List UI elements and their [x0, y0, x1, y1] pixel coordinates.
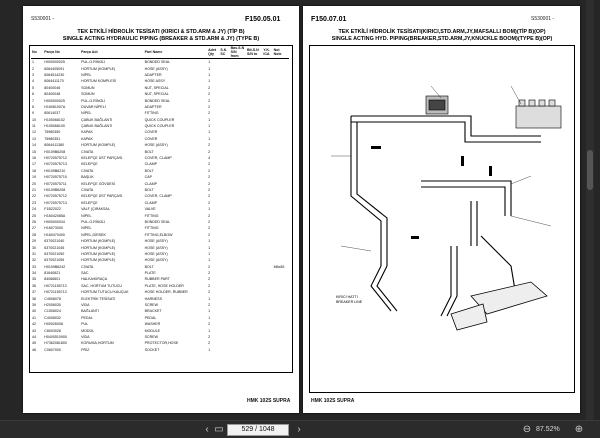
cell-part-no: H7362081800 [44, 341, 67, 346]
next-page-button[interactable] [292, 423, 306, 436]
cell-no: 21 [32, 188, 36, 192]
cell-qty: 2 [208, 92, 211, 97]
cell-no: 17 [32, 162, 36, 167]
cell-qty: 2 [208, 85, 211, 90]
cell-name-tr: KELEPÇE [81, 162, 98, 167]
cell-name-en: ADAPTER [144, 104, 162, 109]
cell-part-no: H0720575712 [44, 194, 67, 199]
cell-part-no: 80614037 [44, 111, 61, 116]
zoom-icon: ⊖ [522, 424, 532, 435]
cell-qty: 2 [208, 341, 211, 346]
control-valve [516, 100, 561, 128]
cell-name-tr: HORTUM (KOMPLE) [81, 251, 116, 256]
page-right [303, 6, 580, 413]
cell-no: 9 [32, 111, 34, 116]
cell-name-tr: BAŞLIK [81, 175, 94, 180]
cell-qty: 1 [208, 136, 211, 141]
cell-part-no: 81640621 [44, 271, 61, 276]
cell-name-tr: ELEKTRİK TESİSATI [81, 296, 116, 301]
cell-no: 2 [32, 66, 34, 71]
cell-name-en: HOSE (ASSY) [144, 251, 168, 256]
cell-part-no: H0109B6210 [44, 168, 66, 173]
doc-number: S530001 - [531, 16, 555, 22]
cell-part-no: 75980350 [44, 130, 61, 135]
cell-name-tr: PEDAL [81, 315, 93, 320]
cell-no: 18 [32, 168, 36, 173]
cell-part-no: H16042085A [44, 213, 66, 218]
cell-no: 23 [32, 200, 36, 205]
cell-name-en: FITTING,ELBOW [144, 232, 173, 237]
cell-name-tr: HORTUM (KOMPLE) [81, 143, 116, 148]
cell-part-no: 6064405091 [44, 66, 65, 71]
cell-name-tr: KAPAK [81, 130, 93, 135]
cell-no: 44 [32, 334, 36, 339]
figure-number: F150.05.01 [245, 16, 281, 23]
callout-tr: KIRICI HATTI [336, 295, 358, 299]
cell-part-no: 84066601 [44, 277, 61, 282]
cell-name-tr: KORUMA,HORTUM [81, 341, 114, 346]
cell-part-no: H00026008 [44, 322, 63, 327]
cell-qty: 1 [208, 315, 211, 320]
cell-name-tr: PUL-O-RİNGLİ [81, 60, 106, 65]
cell-name-en: SCREW [144, 303, 158, 308]
cell-name-en: HOSE (ASSY) [144, 143, 168, 148]
cell-qty: 2 [208, 271, 211, 276]
hose-line [421, 181, 511, 216]
cell-no: 46 [32, 347, 36, 352]
cell-name-en: CAP [144, 175, 152, 180]
cell-name-en: HOSE (ASSY) [144, 245, 168, 250]
cell-no: 34 [32, 271, 36, 276]
cell-part-no: H105068100 [44, 124, 65, 129]
cell-qty: 1 [208, 207, 211, 212]
cell-name-tr: NİPEL [81, 213, 92, 218]
cell-name-tr: PUL-O-RİNGLİ [81, 219, 106, 224]
doc-number: S530001 - [31, 16, 55, 22]
hose-line [377, 266, 397, 311]
cell-qty: 1 [208, 258, 211, 263]
chevron-right-icon: › [297, 424, 301, 435]
clamp-marks [371, 146, 492, 239]
cell-name-en: CLAMP [144, 200, 157, 205]
first-page-button[interactable] [212, 423, 226, 436]
cell-qty: 2 [208, 188, 211, 192]
cell-qty: 2 [208, 226, 211, 231]
cell-name-en: SCREW [144, 334, 158, 339]
zoom-level[interactable]: 87.52% [536, 426, 560, 433]
cell-name-en: HOSE (ASSY) [144, 66, 168, 71]
boom-tip [451, 282, 547, 330]
cell-name-tr: VİDA [81, 303, 90, 308]
cell-name-tr: NİPEL,DİRSEK [81, 232, 106, 237]
cell-name-en: COVER, CLAMP [144, 156, 172, 161]
cell-qty: 2 [208, 334, 211, 339]
cell-no: 43 [32, 328, 36, 333]
cell-name-tr: PRİZ [81, 347, 90, 352]
cell-part-no: H0109B6242 [44, 264, 66, 269]
cell-name-en: HOSE ASSY [144, 79, 166, 84]
cell-part-no: 6064514230 [44, 72, 65, 77]
cell-part-no: 6064411380 [44, 143, 65, 148]
header-ica: Y.K. ICA [262, 46, 272, 59]
pedal-module [426, 96, 448, 114]
cell-qty: 2 [208, 290, 211, 295]
cell-sc [219, 59, 229, 66]
cell-name-tr: KELEPÇE GÖVDESİ [81, 181, 116, 186]
cell-qty: 2 [208, 149, 211, 154]
cell-name-tr: HORTUM (KOMPLE) [81, 239, 116, 244]
cell-name-en: VALVE [144, 207, 156, 212]
cell-part-no: 6370021050 [44, 251, 65, 256]
cell-name-tr: VALF (ÇIRAKSAL [81, 207, 110, 212]
cell-name-en: COVER [144, 136, 158, 141]
cell-name-tr: CIVATA [81, 149, 94, 154]
parts-table [31, 46, 289, 353]
cell-part-no: H000000034 [44, 219, 65, 224]
cell-name-tr: HALKA/KIRAÇA [81, 277, 108, 282]
cell-qty: 2 [208, 213, 211, 218]
cell-name-en: SOCKET [144, 347, 160, 352]
cell-name-en: PLATE [144, 271, 156, 276]
page-indicator[interactable]: 529 / 1048 [227, 424, 289, 436]
cell-qty: 1 [208, 296, 211, 301]
cell-name-en: COVER [144, 130, 158, 135]
cell-no: 11 [32, 124, 36, 129]
cell-name-tr: BAĞLANTI [81, 309, 99, 314]
cell-no: 20 [32, 181, 36, 186]
cell-note: M6x85 [273, 264, 285, 269]
cell-name-en: BOLT [144, 264, 154, 269]
cell-qty: 2 [208, 277, 211, 282]
cell-name-tr: MODÜL [81, 328, 95, 333]
cell-part-no: H2006030 [44, 303, 61, 308]
page-icon: ▭ [214, 424, 224, 435]
cell-name-en: NUT, SPECIAL [144, 85, 169, 90]
cell-qty: 2 [208, 283, 211, 288]
cell-no: 32 [32, 258, 36, 263]
cell-name-en: RUBBER PART [144, 277, 170, 282]
zoom-in-icon: ⊕ [574, 424, 584, 435]
cell-no: 13 [32, 136, 36, 141]
cell-name-en: CLAMP [144, 162, 157, 167]
cell-name-en: FITTING [144, 226, 159, 231]
cell-name-en: HOSE HOLDER, RUBBER [144, 290, 188, 295]
cell-part-no: 6370021055 [44, 258, 65, 263]
cell-qty: 4 [208, 156, 211, 161]
title-tr: TEK ETKİLİ HİDROLİK TESİSATI (KIRICI & STD.ARM & JY) (TİP B) [77, 29, 245, 35]
cell-qty: 1 [208, 347, 211, 352]
cell-qty: 2 [208, 98, 211, 103]
cell-qty: 2 [208, 219, 211, 224]
header-sc: S.K. SC [219, 46, 229, 59]
cell-qty: 1 [208, 245, 211, 250]
cell-name-en: PEDAL [144, 315, 157, 320]
cell-no: 8 [32, 104, 34, 109]
header-part-name-en: Part Name [144, 46, 207, 59]
cell-part-no: C4008032 [44, 315, 61, 320]
cell-name-tr: SOMUN [81, 92, 95, 97]
cell-no: 42 [32, 322, 36, 327]
cell-part-no: F1B22022 [44, 207, 61, 212]
cell-name-en: COVER, CLAMP [144, 194, 172, 199]
cell-no: 15 [32, 149, 36, 154]
cell-no: 40 [32, 309, 36, 314]
cell-no: 10 [32, 117, 36, 122]
cell-name-en: QUICK COUPLER [144, 124, 175, 129]
cell-name-en: PLATE, HOSE HOLDER [144, 283, 184, 288]
cell-part-no: C0607000 [44, 347, 61, 352]
cell-note [273, 347, 289, 353]
cell-qty: 2 [208, 175, 211, 180]
cell-qty: 1 [208, 328, 211, 333]
cell-no: 27 [32, 226, 36, 231]
cell-qty: 2 [208, 143, 211, 148]
hose-line [371, 266, 391, 311]
header-part-no: Parça No [43, 46, 80, 59]
cell-part-no: H0721155713 [44, 290, 67, 295]
cell-part-no: H000000025 [44, 60, 65, 65]
cell-name-tr: KELEPÇE [81, 200, 98, 205]
cell-sn-from [230, 347, 246, 353]
title-en: SINGLE ACTING HYD. PIPING(BREAKER,STD.ARM,JY,KNUCKLE BOOM)(TYPE B)(OP) [331, 36, 553, 42]
cell-no: 4 [32, 79, 34, 84]
cell-qty: 2 [208, 264, 211, 269]
cell-part-no: H16073000 [44, 226, 63, 231]
cell-no: 31 [32, 251, 36, 256]
cell-name-en: ADAPTER [144, 72, 162, 77]
cell-no: 3 [32, 72, 34, 77]
cell-qty: 1 [208, 79, 211, 84]
table-row [31, 347, 289, 353]
cell-qty: 2 [208, 168, 211, 173]
cell-name-tr: NİPEL [81, 72, 92, 77]
cell-no: 37 [32, 290, 36, 295]
cell-part-no: C4508078 [44, 296, 61, 301]
cell-no: 29 [32, 239, 36, 244]
cell-no: 12 [32, 130, 36, 135]
cell-no: 22 [32, 194, 36, 199]
hydraulic-diagram [311, 46, 573, 346]
header-sn-from: Bas.S.N S/N from [230, 46, 245, 58]
cell-part-no: H0720575712 [44, 156, 67, 161]
cell-part-no: H0720575713 [44, 162, 67, 167]
table-row [31, 59, 289, 66]
cell-no: 16 [32, 156, 36, 161]
cell-part-no: H0721155713 [44, 283, 67, 288]
cell-no: 26 [32, 219, 36, 224]
cell-no: 38 [32, 296, 36, 301]
cell-no: 14 [32, 143, 36, 148]
cell-name-en: MODULE [144, 328, 160, 333]
cell-sn-from [230, 59, 246, 66]
hose-line [351, 116, 381, 266]
cell-name-en: BONDED SEAL [144, 98, 171, 103]
cell-part-no: H0720575710 [44, 175, 67, 180]
cell-no: 6 [32, 92, 34, 97]
cell-name-tr: KELEPÇE ÜST PARÇASI [81, 156, 123, 161]
cell-qty: 2 [208, 303, 211, 308]
cell-name-en: BOLT [144, 149, 154, 154]
cell-name-en: HARNESS [144, 296, 162, 301]
cell-name-en: HOSE (ASSY) [144, 239, 168, 244]
cell-part-no: C8003026 [44, 328, 61, 333]
header-qty: Adet Qty [207, 46, 219, 59]
cell-name-tr: HORTUM (KOMPLE) [81, 258, 116, 263]
page-left [23, 6, 299, 413]
cell-qty: 2 [208, 194, 211, 199]
cell-name-en: BOLT [144, 168, 154, 173]
cell-part-no: 6370021045 [44, 245, 65, 250]
cell-qty: 2 [208, 104, 211, 109]
footer-model: HMK 102S SUPRA [247, 398, 291, 404]
figure-number: F150.07.01 [311, 16, 347, 23]
cell-name-en: HOSE (ASSY) [144, 258, 168, 263]
cell-name-tr: ÇABUK BAĞLANTI [81, 124, 113, 129]
cell-part-no: 80400046 [44, 85, 61, 90]
cell-name-en: PROTECTOR,HOSE [144, 341, 179, 346]
cell-name-tr: VİDA [81, 334, 90, 339]
cell-name-tr: HORTUM TUTUCU KAUÇUK [81, 290, 129, 295]
cell-qty: 2 [208, 200, 211, 205]
footer-model: HMK 102S SUPRA [311, 398, 355, 404]
cell-name-tr: SAC, HORTUM TUTUCU [81, 283, 122, 288]
cell-name-tr: HORTUM (KOMPLE) [81, 66, 116, 71]
zoom-out-button[interactable] [520, 423, 534, 436]
cell-no: 35 [32, 277, 36, 282]
cell-name-tr: NİPEL [81, 111, 92, 116]
cell-qty: 2 [208, 181, 211, 186]
cell-name-en: BONDED SEAL [144, 219, 171, 224]
cell-name-tr: KELEPÇE ÜST PARÇASI [81, 194, 123, 199]
cell-part-no: H16081007A [44, 104, 66, 109]
cell-no: 41 [32, 315, 36, 320]
cell-part-no: 6370021040 [44, 239, 65, 244]
cell-name-tr: KAPAK [81, 136, 93, 141]
cell-name-tr: ÇABUK BAĞLANTI [81, 117, 113, 122]
cell-no: 7 [32, 98, 34, 103]
cell-no: 45 [32, 341, 36, 346]
cell-qty: 1 [208, 251, 211, 256]
cell-part-no: 80400048 [44, 92, 61, 97]
cell-name-tr: CIVATA [81, 264, 94, 269]
cell-qty: 2 [208, 232, 211, 237]
cell-no: 30 [32, 245, 36, 250]
cell-part-no: 75980351 [44, 136, 61, 141]
cell-name-tr: CIVATA [81, 188, 94, 192]
hose-line [357, 122, 387, 266]
header-part-name-tr: Parça Adı [80, 46, 143, 59]
cell-part-no: H105068102 [44, 117, 65, 122]
cell-part-no: H160470400 [44, 232, 65, 237]
cell-part-no: H000000025 [44, 98, 65, 103]
cell-part-no: C1508024 [44, 309, 61, 314]
hose-line [447, 246, 457, 316]
cell-name-en: BRACKET [144, 309, 162, 314]
cell-qty: 1 [208, 66, 211, 71]
cell-name-tr: PUL-O-RİNGLİ [81, 98, 106, 103]
chevron-left-icon: ‹ [205, 424, 209, 435]
hose-line [421, 187, 505, 216]
cell-qty: 2 [208, 322, 211, 327]
title-tr: TEK ETKİLİ HİDROLİK TESİSATI(KIRICI,STD.ARM,JY,MAFSALLI BOM)(TİP B)(OP) [338, 29, 546, 35]
viewer-toolbar [0, 420, 600, 438]
cell-sn-to [246, 347, 262, 353]
cell-part-no: H0720575711 [44, 181, 67, 186]
cell-no: 25 [32, 213, 36, 218]
cell-qty: 1 [208, 117, 211, 122]
cell-name-tr: NİPEL [81, 226, 92, 231]
cell-name-tr: HORTUM (KOMPLE) [81, 245, 116, 250]
cell-name-en: CLAMP [144, 181, 157, 186]
cell-no: 1 [32, 60, 34, 65]
cell-qty: 2 [208, 111, 211, 116]
cell-name-tr: SAC [81, 271, 89, 276]
hose-line [471, 201, 477, 246]
header-sn-to: Bit.S.N S/N to [246, 46, 262, 59]
header-note: Not Note [273, 46, 289, 59]
cell-part-no: H0720575713 [44, 200, 67, 205]
cell-sn-to [246, 59, 262, 66]
cell-no: 33 [32, 264, 36, 269]
cell-name-tr: PUL [81, 322, 89, 327]
hose-line [441, 246, 451, 316]
cell-name-en: FITTING [144, 111, 159, 116]
cell-name-tr: DUVAR NİPELİ [81, 104, 106, 109]
cell-no: 36 [32, 283, 36, 288]
cell-part-no: 6064411170 [44, 79, 64, 84]
cell-qty: 1 [208, 60, 211, 65]
cell-sc [219, 347, 229, 353]
cell-name-en: NUT, SPECIAL [144, 92, 169, 97]
cell-name-en: BONDED SEAL [144, 60, 171, 65]
cell-name-en: WASHER [144, 322, 161, 327]
cell-qty: 1 [208, 239, 211, 244]
cell-name-en: QUICK COUPLER [144, 117, 175, 122]
cell-qty: 2 [208, 162, 211, 167]
cell-qty: 1 [208, 309, 211, 314]
cell-note [273, 59, 289, 66]
scroll-thumb[interactable] [587, 150, 593, 190]
parts-body [31, 59, 289, 353]
cell-no: 39 [32, 303, 36, 308]
hose-line [351, 122, 541, 142]
callout-en: BREAKER LINE [336, 300, 363, 304]
cell-name-en: BOLT [144, 188, 154, 192]
cell-qty: 1 [208, 130, 211, 135]
cell-qty: 1 [208, 72, 211, 77]
title-en: SINGLE ACTING HYDRAULIC PIPING (BREAKER & STD.ARM & JY) (TYPE B) [62, 36, 260, 42]
zoom-in-button[interactable] [572, 423, 586, 436]
cell-qty: 1 [208, 124, 211, 129]
cell-part-no: H0109B6208 [44, 149, 66, 154]
cell-part-no: H0400510900 [44, 334, 67, 339]
cell-no: 24 [32, 207, 36, 212]
cell-no: 19 [32, 175, 36, 180]
cell-name-en: FITTING [144, 213, 159, 218]
cell-name-tr: CIVATA [81, 168, 94, 173]
cell-part-no: H0109B6208 [44, 188, 66, 192]
cell-ica [262, 347, 272, 353]
cell-name-tr: HORTUM KOMPLESİ [81, 79, 117, 84]
header-no: No [31, 46, 43, 59]
cell-no: 5 [32, 85, 34, 90]
cell-ica [262, 59, 272, 66]
vertical-scrollbar[interactable] [586, 0, 594, 420]
cell-name-tr: SOMUN [81, 85, 95, 90]
cell-no: 28 [32, 232, 36, 237]
hose-line [351, 116, 541, 136]
